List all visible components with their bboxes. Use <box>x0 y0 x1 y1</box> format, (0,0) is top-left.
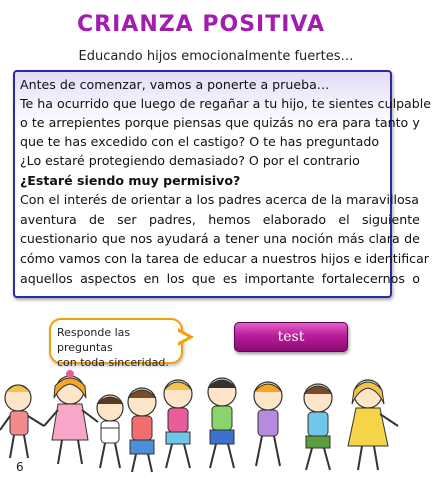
intro-line: que te has excedido con el castigo? O te has preguntado <box>20 134 380 149</box>
intro-word: que <box>191 271 216 286</box>
child-figure <box>128 388 156 472</box>
intro-word: siguiente <box>361 212 420 227</box>
intro-line: Te ha ocurrido que luego de regañar a tu hijo, te sientes culpable <box>20 96 432 111</box>
intro-line: ¿Lo estaré protegiendo demasiado? O por el contrario <box>20 153 360 168</box>
intro-line <box>20 270 420 288</box>
child-figure <box>164 380 192 468</box>
intro-text-box <box>13 70 432 298</box>
child-figure <box>254 382 282 466</box>
page-title: CRIANZA POSITIVA <box>77 12 325 37</box>
intro-word: arrepientes <box>48 115 121 130</box>
intro-word: quizás <box>253 115 294 130</box>
intro-line: Con el interés de orientar a los padres acerca de la maravillosa <box>20 192 419 207</box>
intro-word: padres, <box>148 212 196 227</box>
intro-word: los <box>166 271 185 286</box>
intro-word: para <box>342 115 371 130</box>
intro-word: aventura <box>20 212 77 227</box>
intro-word: que <box>225 115 250 130</box>
intro-line <box>20 230 420 248</box>
intro-word: elaborado <box>262 212 327 227</box>
intro-word: ser <box>117 212 137 227</box>
intro-word: clara <box>368 231 400 246</box>
intro-word: a <box>213 231 221 246</box>
intro-word: noción <box>291 231 334 246</box>
intro-word: aspectos <box>80 271 137 286</box>
intro-word: ayudará <box>156 231 209 246</box>
children-illustration <box>0 368 402 480</box>
intro-line: Antes de comenzar, vamos a ponerte a prueba… <box>20 77 330 92</box>
intro-word: de <box>404 231 420 246</box>
intro-question-bold: ¿Estaré siendo muy permisivo? <box>20 173 241 188</box>
page-number: 6 <box>16 460 24 474</box>
instruction-callout <box>49 318 183 369</box>
intro-word: o <box>412 271 420 286</box>
child-figure <box>304 384 332 470</box>
intro-line <box>20 114 420 132</box>
callout-line: con toda sinceridad. <box>57 356 169 369</box>
page-subtitle: Educando hijos emocionalmente fuertes… <box>78 49 354 64</box>
intro-word: te <box>31 115 45 130</box>
intro-word: de <box>89 212 105 227</box>
callout-text <box>57 325 179 370</box>
intro-word: o <box>20 115 28 130</box>
intro-word: porque <box>124 115 169 130</box>
intro-word: y <box>412 115 420 130</box>
callout-line: Responde las preguntas <box>57 326 131 354</box>
intro-word: una <box>263 231 287 246</box>
intro-word: importante <box>244 271 315 286</box>
intro-word: cuestionario <box>20 231 98 246</box>
intro-word: fortalecernos <box>321 271 405 286</box>
intro-word: tanto <box>374 115 409 130</box>
intro-word: no <box>297 115 314 130</box>
child-figure <box>348 380 398 470</box>
intro-word: hemos <box>208 212 251 227</box>
intro-word: era <box>317 115 339 130</box>
child-figure <box>97 395 123 468</box>
intro-word: piensas <box>173 115 222 130</box>
child-figure <box>208 378 236 468</box>
intro-line <box>20 211 420 229</box>
intro-line: cómo vamos con la tarea de educar a nuestros hijos e identificar <box>20 251 429 266</box>
intro-word: más <box>337 231 365 246</box>
intro-word: aquellos <box>20 271 73 286</box>
child-figure <box>0 385 44 458</box>
intro-word: en <box>143 271 160 286</box>
intro-word: que <box>101 231 126 246</box>
intro-word: nos <box>130 231 153 246</box>
callout-pointer-inner <box>177 331 188 343</box>
test-button[interactable]: test <box>234 322 348 352</box>
intro-word: tener <box>225 231 259 246</box>
intro-word: es <box>222 271 238 286</box>
intro-word: el <box>338 212 350 227</box>
child-figure <box>44 370 98 464</box>
